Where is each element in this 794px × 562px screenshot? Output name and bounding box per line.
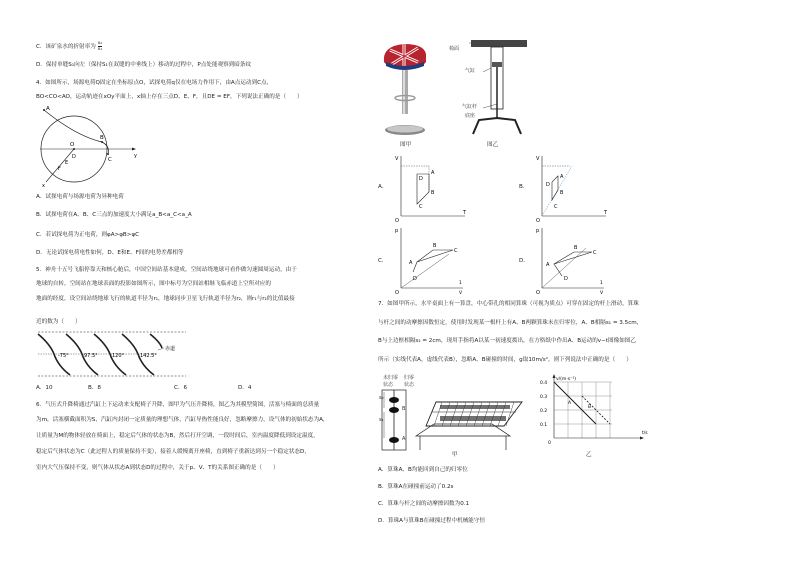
line-a-after	[582, 410, 596, 424]
part-rod: 气缸杆	[462, 104, 478, 110]
q4-option-c: C．若试探电荷为正电荷，则φA>φB>φC	[36, 232, 140, 238]
part-base: 底座	[465, 113, 476, 119]
bead-b	[389, 407, 399, 413]
label-p: p	[395, 228, 399, 234]
graph-b-vt	[534, 152, 614, 222]
chair-base-top	[387, 126, 423, 133]
q7-stem-2: 与杆之间的动摩擦因数恒定，使用时发现某一根杆上有A、B两颗算珠未在归零位，A、B相隔s₁ = 3.5cm，	[378, 320, 643, 326]
chair-photo	[378, 40, 438, 138]
bead-top	[389, 397, 399, 403]
label-t: T	[604, 210, 608, 216]
abacus-beads	[440, 405, 510, 421]
figure-yi-label: 图乙	[487, 142, 499, 148]
vt-tick-02: 0.2	[540, 409, 548, 414]
label-e: E	[65, 160, 69, 166]
q7-stem-3: B与上边框相隔s₂ = 2cm，现用手指将A以某一初速度拨出，在方格纸中作出A、B运动的v−t图像如图乙	[378, 338, 636, 344]
piston	[492, 62, 502, 67]
y-arrow-icon	[132, 148, 136, 151]
path-abcd	[554, 252, 592, 276]
label-c: C	[108, 157, 112, 163]
cylinder-pointer	[483, 68, 491, 72]
label-v: V	[536, 156, 540, 162]
abacus-a: A	[402, 436, 406, 442]
abacus-label-3: 状态	[383, 382, 394, 388]
graph-option-c: C．	[378, 258, 388, 264]
graph-d-p-invv	[534, 224, 614, 296]
q4-option-d: D．无论试探电荷电性如何，D、E和E、F间的电势差都相等	[36, 250, 184, 256]
pt-c: C	[593, 250, 597, 256]
label-o: O	[536, 290, 540, 296]
part-cylinder: 气缸	[465, 68, 476, 74]
label-d: D	[72, 154, 76, 160]
q5-option-b: B．8	[88, 385, 101, 391]
label-inv-num: 1	[600, 281, 603, 286]
q6-stem-5: 室内大气压保持不变，则气体从状态A到状态D的过程中，关于p、V、T的关系图正确的是（ ）	[36, 465, 279, 471]
longitude-2: 97.5°	[84, 353, 98, 359]
point-o	[73, 148, 75, 150]
q6-stem-1: 6．气压式升降椅通过汽缸上下运动来支配椅子升降，图甲为气压升降椅，图乙为其模型简图，活塞与椅面的总质量	[36, 402, 320, 408]
q5-stem-4: 近的数为（ ）	[36, 319, 81, 325]
longitude-4: 142.5°	[140, 353, 157, 359]
fraction	[98, 41, 102, 52]
base-legs	[473, 118, 521, 134]
pt-a: A	[560, 174, 564, 180]
part-seat: 椅面	[449, 46, 460, 52]
pt-b: B	[433, 243, 437, 249]
label-o: O	[395, 290, 399, 296]
pt-d: D	[564, 276, 568, 282]
vt-tick-0: 0	[548, 441, 551, 446]
q3c-text: C．该矿泉水的折射率为	[36, 44, 96, 50]
q4-stem-1: 4．如图所示，场源电荷Q固定在坐标原点O，试探电荷q仅在电场力作用下，由A点运动到C点，	[36, 80, 273, 86]
label-o: O	[70, 142, 75, 148]
trajectory	[44, 110, 108, 154]
t-arrow-icon	[640, 437, 644, 440]
label-a: A	[46, 106, 50, 112]
fraction-den: x₁	[97, 47, 103, 52]
label-o: O	[395, 218, 399, 224]
figure-7-yi: 乙	[586, 452, 592, 458]
label-f: F	[58, 166, 61, 172]
path-abcd	[552, 176, 558, 200]
label-y: y	[134, 153, 137, 159]
q4-field-figure	[36, 106, 146, 188]
q3-option-c	[36, 41, 102, 52]
chair-diagram	[455, 38, 535, 142]
point-c	[107, 153, 109, 155]
q5-option-a: A．10	[36, 385, 53, 391]
pt-b: B	[560, 190, 564, 196]
equator-label: 赤道	[165, 346, 176, 352]
figure-jia-label: 图甲	[400, 142, 412, 148]
q5-option-c: C．6	[174, 385, 188, 391]
pt-b: B	[574, 245, 578, 251]
point-a	[43, 109, 45, 111]
q6-stem-4: 稳定后气体状态为C（此过程人的质量保持不变），接着人缓慢离开座椅，直到椅子重新达到另一个稳定状态D，	[36, 449, 310, 455]
abacus-label-2: 归零	[404, 375, 415, 381]
ground-track-map	[36, 330, 196, 380]
abacus-label-4: 状态	[404, 382, 415, 388]
point-b	[101, 141, 103, 143]
seat-plate	[471, 40, 527, 47]
vt-label-a: A	[568, 401, 572, 406]
q4-option-b: B．试探电荷在A、B、C三点的加速度大小满足a_B<a_C<a_A	[36, 212, 192, 218]
q5-stem-2: 地球的自转，空间站在地球表面的投影如图所示，图中标号为空间站相继飞临赤道上空所对应的	[36, 281, 271, 287]
fraction-num: x₂	[97, 41, 103, 46]
longitude-3: 120°	[112, 353, 125, 359]
vt-tick-01: 0.1	[540, 423, 548, 428]
track-5	[150, 334, 162, 348]
q7-option-c: C．算珠与杆之间的动摩擦因数为0.1	[378, 501, 470, 507]
q7-stem-4: 所示（实线代表A，虚线代表B），忽略A、B碰撞的时间，g取10m/s²，则下列说法中正确的是（ ）	[378, 357, 632, 363]
vt-tick-03: 0.3	[540, 395, 548, 400]
label-p: p	[536, 228, 540, 234]
q7-option-a: A．算珠A、B均能回到自己的归零位	[378, 467, 468, 473]
graph-option-a: A．	[378, 184, 388, 190]
q6-stem-3: 让质量为M的物体轻放在椅面上，稳定后气体的状态为B，然后打开空调，一段时间后，室内温度降低到设定温度，	[36, 433, 319, 439]
label-inv-den: V	[600, 291, 604, 296]
pt-a: A	[409, 260, 413, 266]
graph-option-b: B．	[519, 184, 529, 190]
q6-stem-2: 为m，活塞横截面积为S，汽缸内封闭一定质量的理想气体，汽缸导热性能良好，忽略摩擦力，设气体的初始状态为A，	[36, 417, 329, 423]
pt-a: A	[546, 262, 550, 268]
label-v: V	[395, 156, 399, 162]
label-x: x	[42, 183, 45, 189]
longitude-1: -75°	[58, 353, 69, 359]
vt-xlabel: t/s	[642, 431, 648, 436]
pt-a: A	[431, 170, 435, 176]
vt-tick-04: 0.4	[540, 381, 548, 386]
pt-b: B	[431, 190, 435, 196]
vt-ylabel: v/(m·s⁻¹)	[556, 377, 577, 382]
abacus-b: B	[402, 406, 406, 412]
q5-stem-3: 地面的经度，设空间站绕地球飞行的轨道半径为r₁，地球同步卫星飞行轨道半径为r₂，则r₁与r₂的比值最接	[36, 296, 295, 302]
path-abcd	[413, 250, 453, 272]
figure-7-jia: 甲	[452, 452, 458, 458]
q4-option-a: A．试探电荷与场源电荷为异种电荷	[36, 194, 124, 200]
label-inv-den: V	[459, 291, 463, 296]
q4-stem-2: BO<CO<AO，运动轨迹在xOy平面上，x轴上存在三点D、E、F，且DE = EF，下列说法正确的是（ ）	[36, 94, 303, 100]
q5-stem-1: 5．神舟十五号飞船停靠天和核心舱后，中国空间站基本建成，空间站绕地球可看作做匀速圆周运动，由于	[36, 267, 297, 273]
label-t: T	[463, 210, 467, 216]
q5-option-d: D．4	[238, 385, 252, 391]
label-b: B	[100, 135, 104, 141]
pt-d: D	[419, 176, 423, 182]
label-inv-num: 1	[459, 281, 462, 286]
graph-option-d: D．	[519, 258, 529, 264]
bead-a	[389, 437, 399, 443]
vt-label-b: B	[588, 405, 592, 410]
label-o: O	[536, 218, 540, 224]
graph-c-p-invv	[393, 224, 473, 296]
q3-option-d: D．保持单缝S₁向左（保持S₁在双缝的中垂线上）移动的过程中，P点处能观察到暗条纹	[36, 62, 252, 68]
pt-d: D	[413, 276, 417, 282]
abacus-s1: s₁	[379, 417, 384, 423]
q7-option-d: D．算珠A与算珠B在碰撞过程中机械能守恒	[378, 518, 486, 524]
pt-c: C	[554, 204, 558, 210]
abacus-s2: s₂	[379, 395, 384, 401]
pt-c: C	[454, 248, 458, 254]
q7-option-b: B．算珠A在碰撞前运动了0.2s	[378, 484, 454, 490]
equator-pointer	[158, 348, 164, 350]
graph-a-vt	[393, 152, 473, 222]
abacus-label-1: 未归零	[383, 375, 399, 381]
q7-stem-1: 7．如图甲所示，水平桌面上有一算盘，中心带孔的相同算珠（可视为质点）可穿在固定的杆上滑动，算珠	[378, 301, 639, 307]
vt-graph	[538, 374, 648, 456]
ray-1	[542, 248, 586, 288]
pt-d: D	[546, 182, 550, 188]
chair-post-highlight	[403, 70, 405, 114]
pt-c: C	[419, 204, 423, 210]
